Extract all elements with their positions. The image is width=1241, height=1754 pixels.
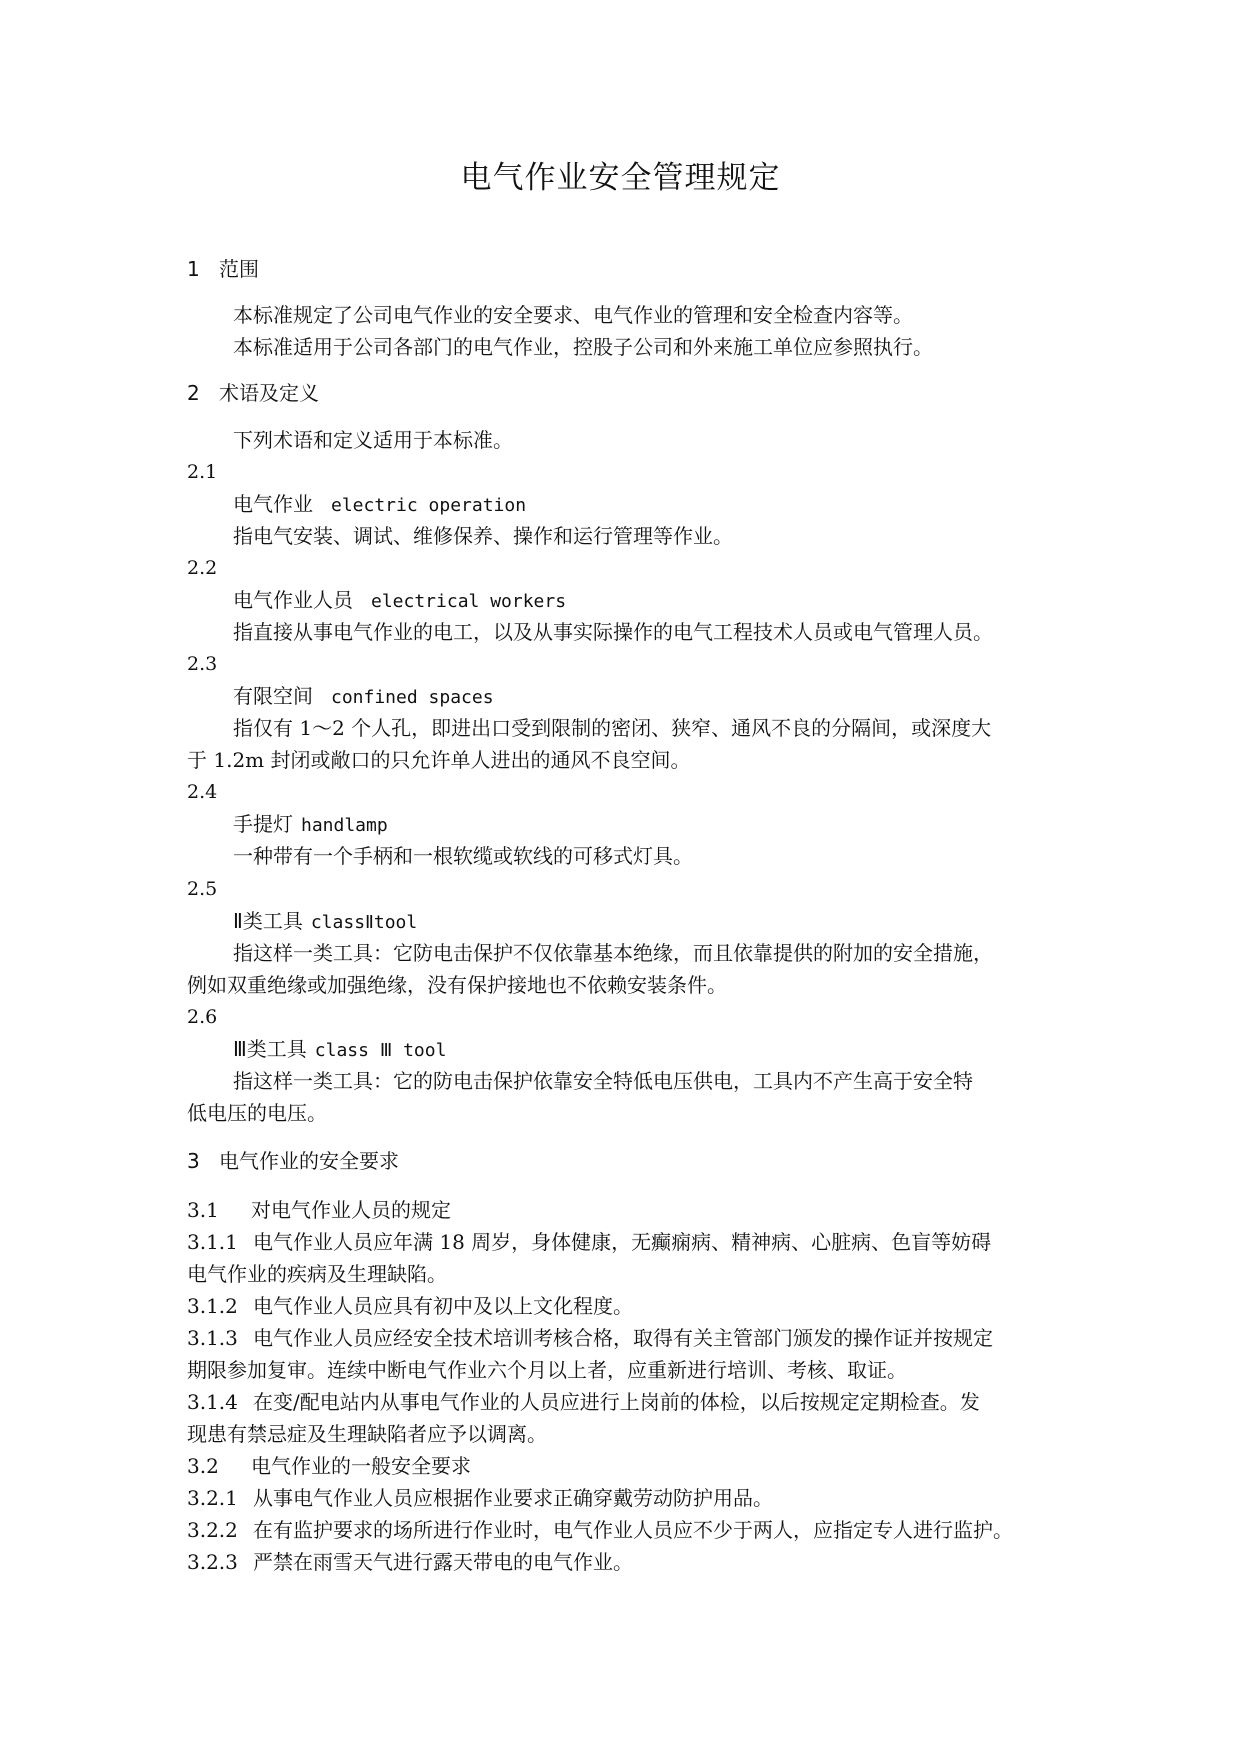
clause-number: 3.1.2 xyxy=(187,1294,238,1318)
clause-text: 对电气作业人员的规定 xyxy=(251,1198,451,1222)
section-heading-scope xyxy=(187,256,259,282)
clause-3-1-3 xyxy=(187,1325,993,1351)
term-number: 2.2 xyxy=(187,557,218,579)
clause-3-2-2 xyxy=(187,1517,1013,1543)
clause-text: 电气作业的一般安全要求 xyxy=(251,1454,471,1478)
clause-number: 3.2.2 xyxy=(187,1518,238,1542)
term-number: 2.4 xyxy=(187,781,218,803)
clause-3-2-1 xyxy=(187,1485,773,1511)
term-heading xyxy=(233,683,494,711)
clause-text: 在有监护要求的场所进行作业时，电气作业人员应不少于两人，应指定专人进行监护。 xyxy=(253,1518,1013,1542)
clause-3-1-2 xyxy=(187,1293,633,1319)
clause-number: 3.1 xyxy=(187,1198,219,1222)
clause-text-continued: 期限参加复审。连续中断电气作业六个月以上者，应重新进行培训、考核、取证。 xyxy=(187,1358,907,1382)
section-title: 范围 xyxy=(219,257,259,281)
term-zh: Ⅲ类工具 xyxy=(233,1037,307,1061)
clause-number: 3.1.4 xyxy=(187,1390,238,1414)
term-zh: 手提灯 xyxy=(233,812,293,836)
document-title: 电气作业安全管理规定 xyxy=(460,160,781,196)
term-en: handlamp xyxy=(301,815,388,836)
subsection-3-1 xyxy=(187,1197,451,1223)
clause-text: 从事电气作业人员应根据作业要求正确穿戴劳动防护用品。 xyxy=(253,1486,773,1510)
paragraph: 本标准规定了公司电气作业的安全要求、电气作业的管理和安全检查内容等。 xyxy=(233,303,913,327)
term-heading xyxy=(233,491,526,519)
section-number: 2 xyxy=(187,381,200,405)
term-number: 2.1 xyxy=(187,461,218,483)
clause-number: 3.2.3 xyxy=(187,1550,238,1574)
term-definition: 于 1.2m 封闭或敞口的只允许单人进出的通风不良空间。 xyxy=(187,748,691,772)
term-zh: 有限空间 xyxy=(233,684,313,708)
term-definition: 指这样一类工具：它的防电击保护依靠安全特低电压供电，工具内不产生高于安全特 xyxy=(233,1069,973,1093)
term-definition: 指电气安装、调试、维修保养、操作和运行管理等作业。 xyxy=(233,524,733,548)
clause-number: 3.1.1 xyxy=(187,1230,238,1254)
term-definition: 低电压的电压。 xyxy=(187,1101,327,1125)
clause-3-1-4 xyxy=(187,1389,980,1415)
paragraph: 下列术语和定义适用于本标准。 xyxy=(233,428,513,452)
clause-number: 3.2.1 xyxy=(187,1486,238,1510)
clause-text-continued: 电气作业的疾病及生理缺陷。 xyxy=(187,1262,447,1286)
paragraph: 本标准适用于公司各部门的电气作业，控股子公司和外来施工单位应参照执行。 xyxy=(233,335,933,359)
clause-3-1-1 xyxy=(187,1229,991,1255)
term-heading xyxy=(233,1036,446,1064)
term-number: 2.6 xyxy=(187,1006,218,1028)
term-definition: 指这样一类工具：它防电击保护不仅依靠基本绝缘，而且依靠提供的附加的安全措施， xyxy=(233,941,993,965)
section-title: 术语及定义 xyxy=(219,381,319,405)
section-heading-terms xyxy=(187,380,319,406)
term-number: 2.5 xyxy=(187,878,218,900)
section-title: 电气作业的安全要求 xyxy=(219,1149,399,1173)
term-en: classⅡtool xyxy=(310,912,418,933)
clause-text: 电气作业人员应经安全技术培训考核合格，取得有关主管部门颁发的操作证并按规定 xyxy=(253,1326,993,1350)
clause-3-2-3 xyxy=(187,1549,633,1575)
term-zh: Ⅱ类工具 xyxy=(233,909,303,933)
clause-text-continued: 现患有禁忌症及生理缺陷者应予以调离。 xyxy=(187,1422,547,1446)
clause-number: 3.2 xyxy=(187,1454,219,1478)
term-zh: 电气作业 xyxy=(233,492,313,516)
term-definition: 例如双重绝缘或加强绝缘，没有保护接地也不依赖安装条件。 xyxy=(187,973,727,997)
section-heading-safety-requirements xyxy=(187,1148,399,1174)
clause-text: 在变/配电站内从事电气作业的人员应进行上岗前的体检，以后按规定定期检查。发 xyxy=(253,1390,980,1414)
term-heading xyxy=(233,587,566,615)
term-en: class Ⅲ tool xyxy=(314,1040,447,1061)
term-definition: 一种带有一个手柄和一根软缆或软线的可移式灯具。 xyxy=(233,844,693,868)
term-zh: 电气作业人员 xyxy=(233,588,353,612)
clause-text: 严禁在雨雪天气进行露天带电的电气作业。 xyxy=(253,1550,633,1574)
term-definition: 指直接从事电气作业的电工，以及从事实际操作的电气工程技术人员或电气管理人员。 xyxy=(233,620,993,644)
term-en: electrical workers xyxy=(371,591,567,612)
term-en: electric operation xyxy=(331,495,527,516)
term-heading xyxy=(233,811,388,839)
subsection-3-2 xyxy=(187,1453,471,1479)
clause-text: 电气作业人员应具有初中及以上文化程度。 xyxy=(253,1294,633,1318)
clause-number: 3.1.3 xyxy=(187,1326,238,1350)
section-number: 3 xyxy=(187,1149,200,1173)
term-en: confined spaces xyxy=(331,687,494,708)
term-heading xyxy=(233,908,417,936)
term-definition: 指仅有 1～2 个人孔，即进出口受到限制的密闭、狭窄、通风不良的分隔间，或深度大 xyxy=(233,716,992,740)
section-number: 1 xyxy=(187,257,200,281)
clause-text: 电气作业人员应年满 18 周岁，身体健康，无癫痫病、精神病、心脏病、色盲等妨碍 xyxy=(253,1230,992,1254)
term-number: 2.3 xyxy=(187,653,218,675)
